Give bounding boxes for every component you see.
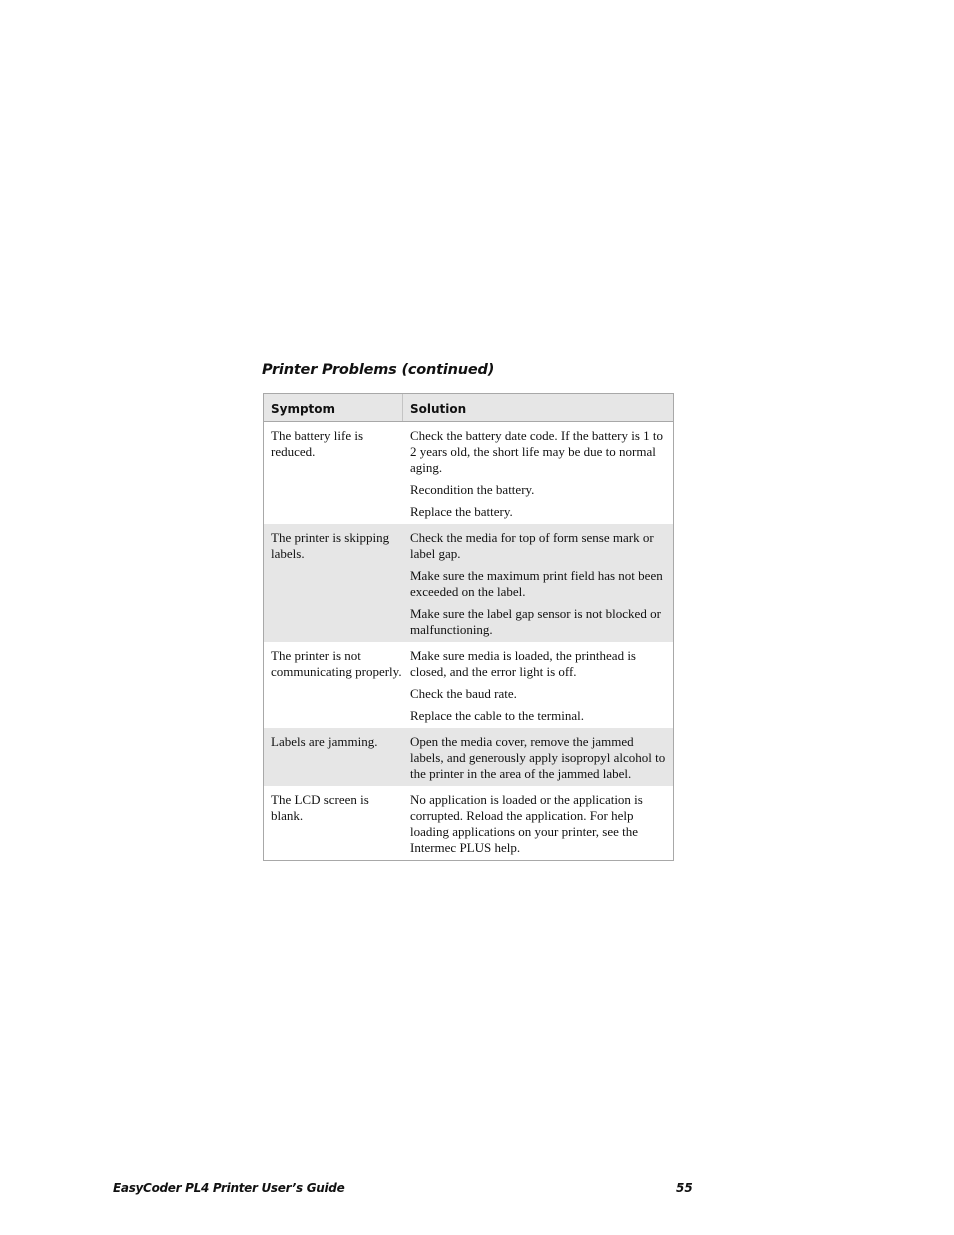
solution-text: Check the battery date code. If the battery is 1 to 2 years old, the short life may be due to normal aging. bbox=[410, 428, 664, 475]
solution-text: Open the media cover, remove the jammed labels, and generously apply isopropyl alcohol to the printer in the area of the jammed label. bbox=[410, 734, 666, 781]
page-number: 55 bbox=[676, 1181, 693, 1195]
solution-cell bbox=[403, 648, 673, 724]
solution-text: Replace the battery. bbox=[410, 504, 513, 519]
printer-problems-table bbox=[263, 393, 674, 861]
solution-text: Recondition the battery. bbox=[410, 482, 535, 497]
table-row bbox=[264, 524, 673, 642]
table-row bbox=[264, 642, 673, 728]
header-symptom: Symptom bbox=[264, 394, 403, 421]
solution-text: Make sure the label gap sensor is not blocked or malfunctioning. bbox=[410, 606, 661, 637]
solution-cell bbox=[403, 428, 673, 520]
solution-cell bbox=[403, 792, 673, 856]
table-title: Printer Problems (continued) bbox=[262, 362, 495, 378]
symptom-cell: The printer is not communicating properly. bbox=[271, 648, 402, 679]
symptom-cell: The battery life is reduced. bbox=[271, 428, 364, 459]
solution-text: Check the media for top of form sense mark or label gap. bbox=[410, 530, 654, 561]
table-row bbox=[264, 422, 673, 524]
table-row bbox=[264, 786, 673, 860]
symptom-cell: The printer is skipping labels. bbox=[271, 530, 390, 561]
solution-cell bbox=[403, 734, 673, 782]
solution-text: Make sure the maximum print field has not been exceeded on the label. bbox=[410, 568, 663, 599]
symptom-cell: Labels are jamming. bbox=[271, 734, 378, 749]
footer-guide-title: EasyCoder PL4 Printer User’s Guide bbox=[113, 1181, 345, 1195]
solution-cell bbox=[403, 530, 673, 638]
table-row bbox=[264, 728, 673, 786]
solution-text: Check the baud rate. bbox=[410, 686, 517, 701]
table-header-row bbox=[264, 394, 673, 422]
symptom-cell: The LCD screen is blank. bbox=[271, 792, 369, 823]
solution-text: Make sure media is loaded, the printhead is closed, and the error light is off. bbox=[410, 648, 636, 679]
solution-text: Replace the cable to the terminal. bbox=[410, 708, 584, 723]
header-solution: Solution bbox=[410, 401, 467, 416]
solution-text: No application is loaded or the application is corrupted. Reload the application. For help loading applications on your printer, see the Intermec PLUS help. bbox=[410, 792, 643, 855]
